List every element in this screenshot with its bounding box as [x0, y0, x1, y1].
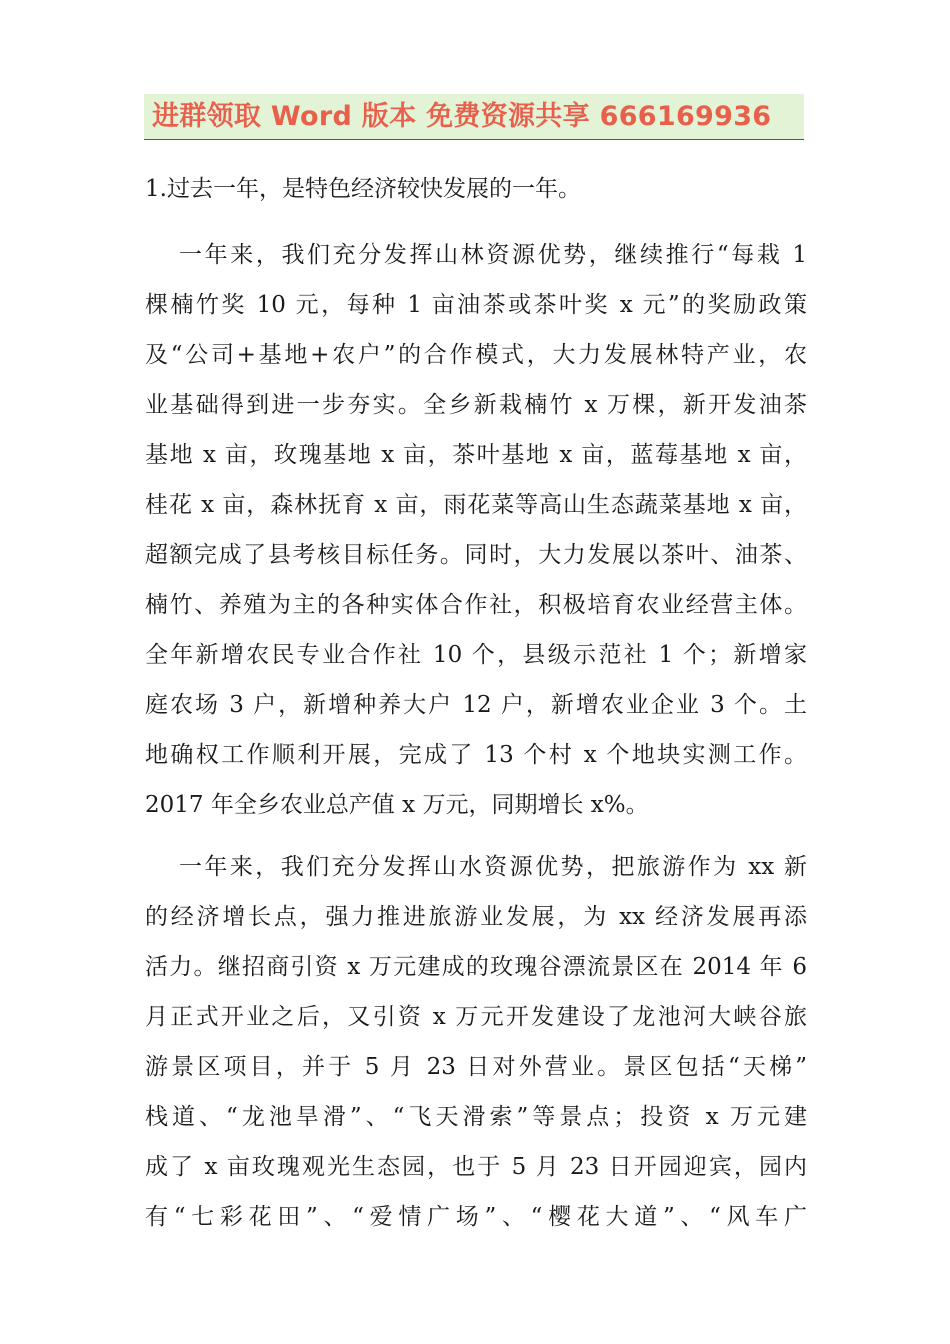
paragraph-line: 庭农场 3 户，新增种养大户 12 户，新增农业企业 3 个。土	[145, 692, 807, 718]
paragraph-line: 业基础得到进一步夯实。全乡新栽楠竹 x 万棵，新开发油茶	[145, 392, 807, 418]
paragraph-tourism	[145, 842, 807, 1242]
paragraph-line: 成了 x 亩玫瑰观光生态园，也于 5 月 23 日开园迎宾，园内	[145, 1154, 807, 1180]
paragraph-line: 基地 x 亩，玫瑰基地 x 亩，茶叶基地 x 亩，蓝莓基地 x 亩，	[145, 442, 807, 468]
paragraph-line: 有“七彩花田”、“爱情广场”、“樱花大道”、“风车广	[145, 1204, 807, 1230]
paragraph-line: 楠竹、养殖为主的各种实体合作社，积极培育农业经营主体。	[145, 592, 807, 618]
paragraph-line: 地确权工作顺利开展，完成了 13 个村 x 个地块实测工作。	[145, 742, 807, 768]
paragraph-line: 超额完成了县考核目标任务。同时，大力发展以茶叶、油茶、	[145, 542, 807, 568]
paragraph-line: 棵楠竹奖 10 元，每种 1 亩油茶或茶叶奖 x 元”的奖励政策	[145, 292, 807, 318]
paragraph-agriculture	[145, 230, 807, 830]
paragraph-line: 一年来，我们充分发挥山水资源优势，把旅游作为 xx 新	[179, 854, 807, 880]
paragraph-line: 桂花 x 亩，森林抚育 x 亩，雨花菜等高山生态蔬菜基地 x 亩，	[145, 492, 807, 518]
paragraph-line: 2017 年全乡农业总产值 x 万元，同期增长 x%。	[145, 792, 649, 818]
paragraph-line: 游景区项目，并于 5 月 23 日对外营业。景区包括“天梯”	[145, 1054, 807, 1080]
paragraph-line: 全年新增农民专业合作社 10 个，县级示范社 1 个；新增家	[145, 642, 807, 668]
paragraph-line: 一年来，我们充分发挥山林资源优势，继续推行“每栽 1	[179, 242, 807, 268]
paragraph-line: 月正式开业之后，又引资 x 万元开发建设了龙池河大峡谷旅	[145, 1004, 807, 1030]
section-heading: 1.过去一年，是特色经济较快发展的一年。	[145, 176, 581, 202]
document-body	[145, 166, 807, 1254]
banner-text: 进群领取 Word 版本 免费资源共享 666169936	[152, 101, 772, 132]
paragraph-line: 栈道、“龙池旱滑”、“飞天滑索”等景点；投资 x 万元建	[145, 1104, 807, 1130]
paragraph-line: 活力。继招商引资 x 万元建成的玫瑰谷漂流景区在 2014 年 6	[145, 954, 807, 980]
paragraph-line: 及“公司+基地+农户”的合作模式，大力发展林特产业，农	[145, 342, 807, 368]
paragraph-line: 的经济增长点，强力推进旅游业发展，为 xx 经济发展再添	[145, 904, 807, 930]
promo-banner	[144, 94, 804, 140]
